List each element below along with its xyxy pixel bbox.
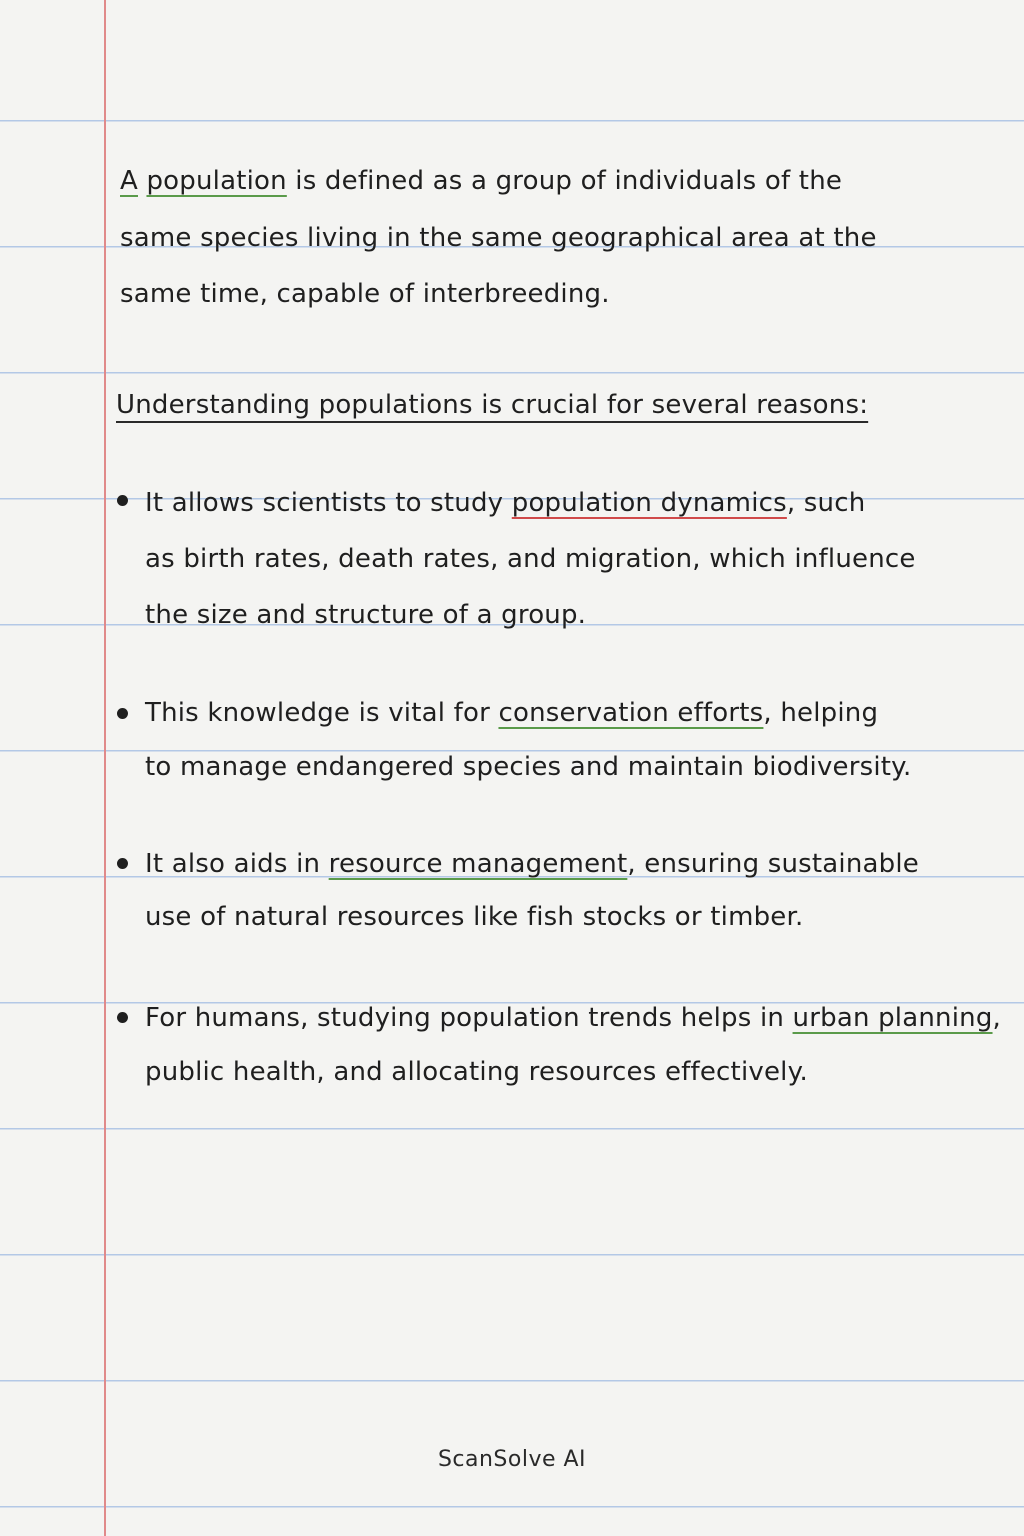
bullet-text: , helping [763,698,879,728]
margin-line [104,0,106,1536]
footer-brand: ScanSolve AI [437,1447,587,1472]
paragraph-line-2: same species living in the same geographical area at the [120,223,877,253]
bullet-2-line-2: to manage endangered species and maintain biodiversity. [145,752,912,782]
bullet-1-line-3: the size and structure of a group. [145,600,587,630]
bullet-1-line-2: as birth rates, death rates, and migration, which influence [145,544,916,574]
bullet-1-line-1 [145,486,865,520]
term-population-dynamics: population dynamics [511,488,787,518]
bullet-3-line-2: use of natural resources like fish stocks or timber. [145,902,804,932]
paragraph-line-3: same time, capable of interbreeding. [120,279,610,309]
term-population: population [146,166,287,196]
paragraph-text: is defined as a group of individuals of the [295,166,843,196]
bullet-dot [117,1012,128,1023]
bullet-4-line-1 [145,1001,1001,1035]
paragraph-line-1 [120,164,842,198]
article-word: A [120,166,138,196]
term-resource-management: resource management [328,849,628,879]
bullet-text: This knowledge is vital for [145,698,490,728]
term-conservation-efforts: conservation efforts [498,698,764,728]
bullet-text: , [992,1003,1001,1033]
bullet-dot [117,495,128,506]
bullet-text: It allows scientists to study [145,488,504,518]
bullet-text: For humans, studying population trends helps in [145,1003,785,1033]
bullet-dot [117,708,128,719]
term-urban-planning: urban planning [792,1003,993,1033]
bullet-2-line-1 [145,696,878,730]
bullet-dot [117,858,128,869]
section-heading: Understanding populations is crucial for several reasons: [116,390,869,420]
bullet-text: , ensuring sustainable [627,849,919,879]
bullet-text: , such [786,488,866,518]
bullet-text: It also aids in [145,849,321,879]
bullet-3-line-1 [145,847,919,881]
bullet-4-line-2: public health, and allocating resources effectively. [145,1057,808,1087]
